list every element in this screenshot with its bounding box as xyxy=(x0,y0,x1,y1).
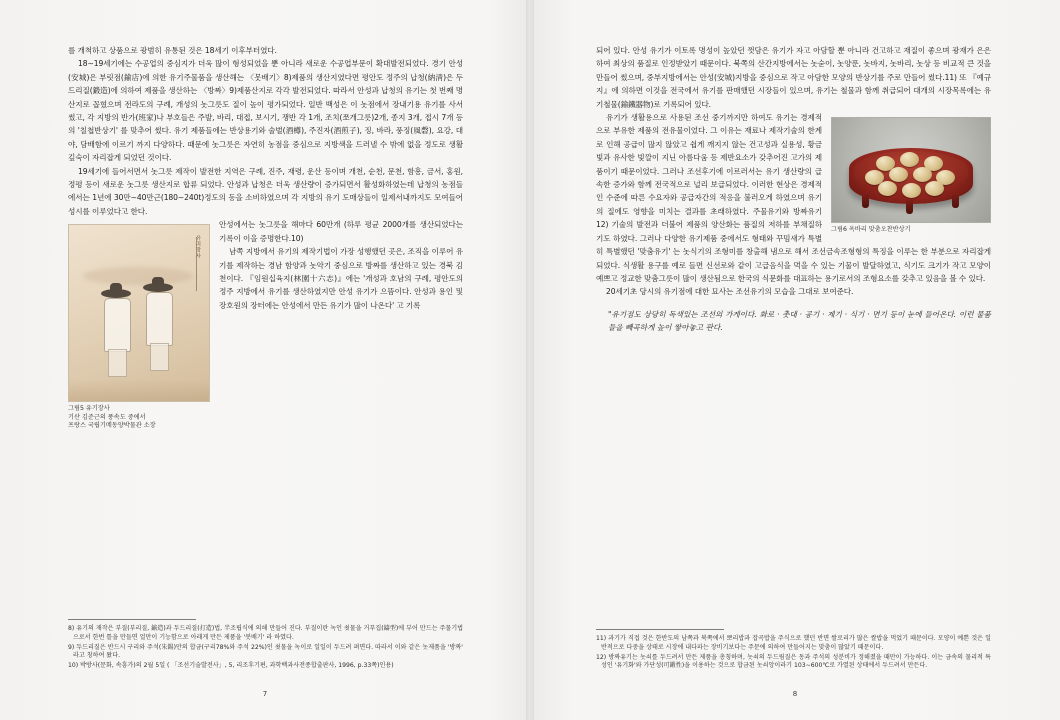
block-quote: "유기점도 상당히 독색있는 조선의 가게이다. 화로 · 촛대 · 공기 · 제기 · 식기 · 면기 등이 눈에 들어온다. 이런 물품들을 빼곡하게 높이 쌓아놓고 판다. xyxy=(608,309,991,333)
tray-leg xyxy=(862,194,869,208)
brass-bowl xyxy=(878,181,897,196)
paragraph: 되어 있다. 안성 유기가 이토록 명성이 높았던 껏담은 유기가 자고 아담할 뿐 아니라 건고하고 재질이 좋으며 광재가 은은하여 최상의 품질로 인정받았기 때문이다. 북쪽의 산간지방에서는 놋숟이, 놋양푼, 놋바지, 놋바리, 놋상 등 비교적 큰 것을 만들어 썼으며, 중부지방에서는 안성(安城)지방을 중심으로 작고 아담한 모양의 반상기를 주로 만들어 썼다.11) 또 『예규지』에 의하면 이것을 전국에서 유기를 판매했던 시장들이 있으며, 유기는 철물과 함께 취급되어 대개의 시장목록에는 유기철물(鍮鐵器物)로 기록되어 있다. xyxy=(596,46,991,109)
footnote: 12) 방짜유기는 놋쇠를 두드려서 만든 제품을 총칭하며, 놋쇠의 두드림질은 동과 주석의 성분비가 정해졌을 때만이 가능하다. 이는 금속의 물리적 특성인 '유기화'와 가단성(可鍛性)을 이용하는 것으로 합금된 놋쇠앙이라기 103∼600℃로 가열된 상태에서 두드려서 만든다. xyxy=(596,653,991,669)
left-page-footnotes xyxy=(68,619,463,672)
paragraph: 남쪽 지방에서 유기의 제작기법이 가장 성행했던 곳은, 조직을 이루어 유기를 제작하는 경남 함양과 놋악기 중심으로 방짜를 생산하고 있는 경북 김천이다. 『임원십육지(林園十六志)』에는 '개성과 호남의 구례, 평안도의 정주 지방에서 유기를 생산하였지만 안성 유기가 으뜸이다. 안성과 용인 및 장호원의 장터에는 안성에서 만든 유기가 많이 나온다' 고 기록 xyxy=(219,247,463,310)
paragraph: 18∼19세기에는 수공업의 중심지가 더욱 많이 형성되었을 뿐 아니라 새로운 수공업부문이 확대발전되었다. 경기 안성(安城)은 부릿점(鍮店)에 의한 유기주물품을 생산해는 〈못배기〉8)제품의 생산지였다면 평안도 정주의 납청(納淸)은 두드리질(鍛造)에 의하여 제품을 생산하는 〈방짜〉9)제품산지로 각각 발전되었다. 따라서 안성과 납청의 유기는 첫 번째 명산지로 꼽혔으며 전라도의 구례, 개성의 놋그릇도 질이 높이 평가되었다. 일반 백성은 이 놋점에서 장내기용 유기를 사서 썼고, 각 지방의 반가(班家)나 부호들은 주발, 바리, 대접, 보시기, 쟁반 각 1개, 조치(쪼개그릇)2개, 종지 3개, 접시 7개 등의 '칠첩반상기' 를 맞추어 썼다. 유기 제품들에는 반상용기와 술벌(酒樽), 주진자(酒煎子), 징, 바라, 풍징(風磬), 요강, 대야, 담배함에 이르기 까지 다양하다. 때문에 놋그릇은 자연히 농점을 중심으로 지방색을 드러낼 수 밖에 없을 정도로 생활 깊숙이 자리잡게 되었던 것이다. xyxy=(68,59,463,163)
figure-inscription: 유긔장사 xyxy=(195,235,201,260)
right-page-text-column xyxy=(596,44,991,335)
paragraph: 20세기초 당시의 유기점에 대한 묘사는 조선유기의 모습을 그대로 보여준다. xyxy=(606,287,854,297)
figure-person-right xyxy=(141,283,179,375)
brass-bowl xyxy=(900,152,919,167)
left-page-text-column xyxy=(68,44,463,433)
footnote-separator xyxy=(596,629,724,630)
figure-yugi-merchant xyxy=(68,224,210,431)
figure-person-left xyxy=(99,289,133,375)
tray-leg xyxy=(906,200,913,214)
paragraph: 를 개척하고 상품으로 광범히 유통된 것은 18세기 이후부터였다. xyxy=(68,46,277,55)
brass-bowl xyxy=(902,183,921,198)
ground-shading xyxy=(69,379,209,401)
right-page-footnotes xyxy=(596,629,991,672)
book-gutter xyxy=(526,0,534,720)
footnote-separator xyxy=(68,619,196,620)
right-page xyxy=(530,0,1060,720)
footnote: 8) 유기의 재작은 부질(부리질, 鍮造)과 두드리질(打造)법, 半조립식에 의해 만들어 진다. 부질이란 녹인 쇳물을 거푸집(鑄型)에 부어 만드는 주물기법으로서 한번 틀을 만들면 얼만이 기능함으로 아래게 만든 제품을 '봇배기' 라 하였다. xyxy=(68,625,463,641)
brass-bowl xyxy=(913,167,932,182)
footnote: 9) 두드리질은 반드시 구리와 주석(朱錫)만의 합금(구리78%와 주석 22%)인 쇳물을 녹이로 일일이 두드려 펴면다. 따라서 이와 같은 놋제품을 '방짜' 라고 칭하여 왔다. xyxy=(68,643,463,659)
paragraph: 유기가 생활용으로 사용된 조선 중기까지만 하여도 유기는 경제적으로 부유한 제품의 전유물이었다. 그 이유는 재료나 제작기술의 한계로 인해 공급이 많지 않았고 쉽게 깨지지 않는 건고성과 실용성, 황금빛과 유사한 빛깔이 지닌 아름다움 등 제반요소가 갖추어진 고가의 제품이기 때문이었다. 그러나 조선후기에 이르러서는 유기 생산량의 급속한 증가와 함께 전국적으로 널리 보급되었다. 이러한 현상은 경제적인 수준에 따른 수요자와 공급자간의 적응을 불러오게 하였으며 유기의 질에도 영향을 미치는 결과를 초래하였다. 주물유기와 방짜유기12) 기술의 발전과 더불어 제품의 양산화는 품질의 저하를 부채질하기도 하였다. 그러나 다양한 유기제품 중에서도 형태와 꾸밈새가 특별히 특별했던 '맞춤유기' 는 놋식기의 조형미를 창출해 냄으로 해서 조선금속조형형의 특징을 이루는 한 부분으로 자리잡게 되었다. 식생활 용구를 예로 들면 신선로와 같이 고급음식을 먹을 수 있는 기물이 발달하였고, 식기도 크기가 작고 모양이 예쁘고 정교한 맞춤그릇이 많이 생산됨으로 한국의 식문화를 대표하는 용기로서의 조형요소를 갖추고 있음을 볼 수 있다. xyxy=(596,113,991,283)
footnote: 10) 박방사(문화, 속흥가)의 2월 5일 ( 「조선기술발전사」, 5, 리조후기편, 과학백과사전종합출판사, 1996, p.33쪽)인용) xyxy=(68,662,394,669)
figure-okbari-set xyxy=(831,117,991,235)
page-number: 8 xyxy=(792,690,798,698)
brass-bowl xyxy=(889,167,908,182)
inscription-rule xyxy=(196,237,197,291)
hat-icon xyxy=(101,289,131,298)
figure-image xyxy=(831,117,991,223)
paragraph: 19세기에 들어서면서 놋그릇 제작이 발전한 지역은 구례, 진주, 재령, 운산 등이며 개천, 순천, 문천, 함흥, 금서, 홍원, 정평 등이 새로운 놋그릇 생산지로 합류 되었다. 안성과 납청은 더욱 생산량이 증가되면서 활성화하였는데 납청의 농점들에서는 1년에 30만∼40만근(180∼240t)정도의 동을 소비하였으며 각 지방의 유기 도매상들이 일제서내까지도 모여들어 성시를 이루었다고 한다. xyxy=(68,166,463,216)
paragraph: 안성에서는 놋그릇을 해마다 60만개 (하루 평균 2000개를 생산되었다는 기록이 이을 증명한다.10) xyxy=(219,220,463,243)
hat-icon xyxy=(143,283,173,292)
footnote: 11) 과기가 직접 것은 한반도의 남쪽과 북쪽에서 뽀리밥과 잡곡밥을 주식으로 했던 반면 쌀로리가 많은 쌀밥을 먹었기 때문이다. 모양이 예쁜 것은 일반적으로 다중을 상태로 시장에 내다파는 장비기보다는 주문에 의하여 만들어지는 맞춤이 많았기 때문이다. xyxy=(596,635,991,651)
brass-bowl xyxy=(925,181,944,196)
figure-caption-line: 그림5 유기장사 xyxy=(68,405,110,413)
tray-leg xyxy=(952,194,959,208)
legs-shape xyxy=(108,349,127,377)
figure-image xyxy=(68,224,210,402)
figure-caption-line: 기산 김준근의 풍속도 중에서 xyxy=(68,413,146,421)
figure-caption-line: 프랑스 국립기메동양박물관 소장 xyxy=(68,422,156,430)
robe-shape xyxy=(146,292,173,346)
robe-shape xyxy=(104,298,131,352)
figure-caption-line: 그림6 옥바리 맞춤오찬반상기 xyxy=(831,226,911,234)
page-number: 7 xyxy=(262,690,268,698)
figure-caption xyxy=(831,226,989,235)
figure-caption xyxy=(68,405,208,431)
legs-shape xyxy=(150,343,169,371)
